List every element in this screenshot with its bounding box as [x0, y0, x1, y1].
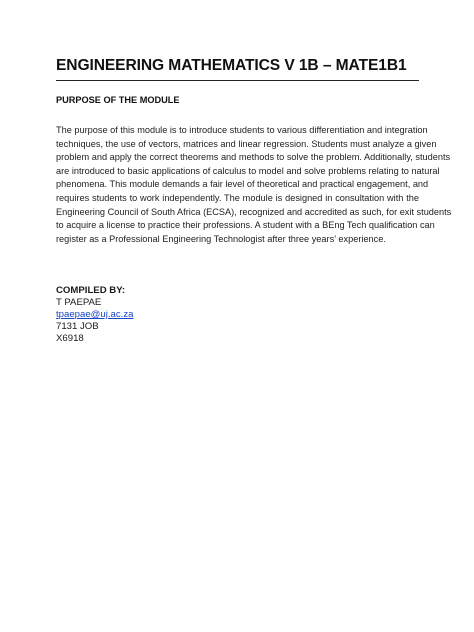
compiler-office: 7131 JOB: [56, 321, 99, 332]
document-title: ENGINEERING MATHEMATICS V 1B – MATE1B1: [56, 57, 407, 74]
paragraph-line: The purpose of this module is to introduce students to various differentiation and integration: [56, 125, 428, 135]
paragraph-line: register as a Professional Engineering Technologist after three years’ experience.: [56, 233, 386, 244]
paragraph-line: Engineering Council of South Africa (ECSA), recognized and accredited as such, for exit students: [56, 206, 452, 217]
purpose-paragraph: [56, 124, 452, 246]
paragraph-line: requires students to work independently. The module is designed in consultation with the: [56, 192, 419, 203]
paragraph-line: phenomena. This module demands a fair level of theoretical and practical engagement, and: [56, 179, 429, 190]
compiled-by-label: COMPILED BY:: [56, 285, 126, 296]
paragraph-line: problem and apply the correct theorems and methods to solve the problem. Additionally, students: [56, 152, 451, 163]
paragraph-line: to acquire a license to practice their professions. A student with a BEng Tech qualification can: [56, 220, 435, 231]
paragraph-line: are introduced to basic applications of calculus to model and solve problems relating to natural: [56, 165, 440, 176]
section-heading-purpose: PURPOSE OF THE MODULE: [56, 95, 180, 105]
compiler-email-link[interactable]: tpaepae@uj.ac.za: [56, 309, 134, 320]
compiled-by-block: [56, 285, 133, 345]
title-underline: [56, 80, 419, 81]
compiler-extension: X6918: [56, 333, 84, 344]
paragraph-line: techniques, the use of vectors, matrices and linear regression. Students must analyze a given: [56, 138, 437, 149]
compiler-name: T PAEPAE: [56, 297, 102, 308]
